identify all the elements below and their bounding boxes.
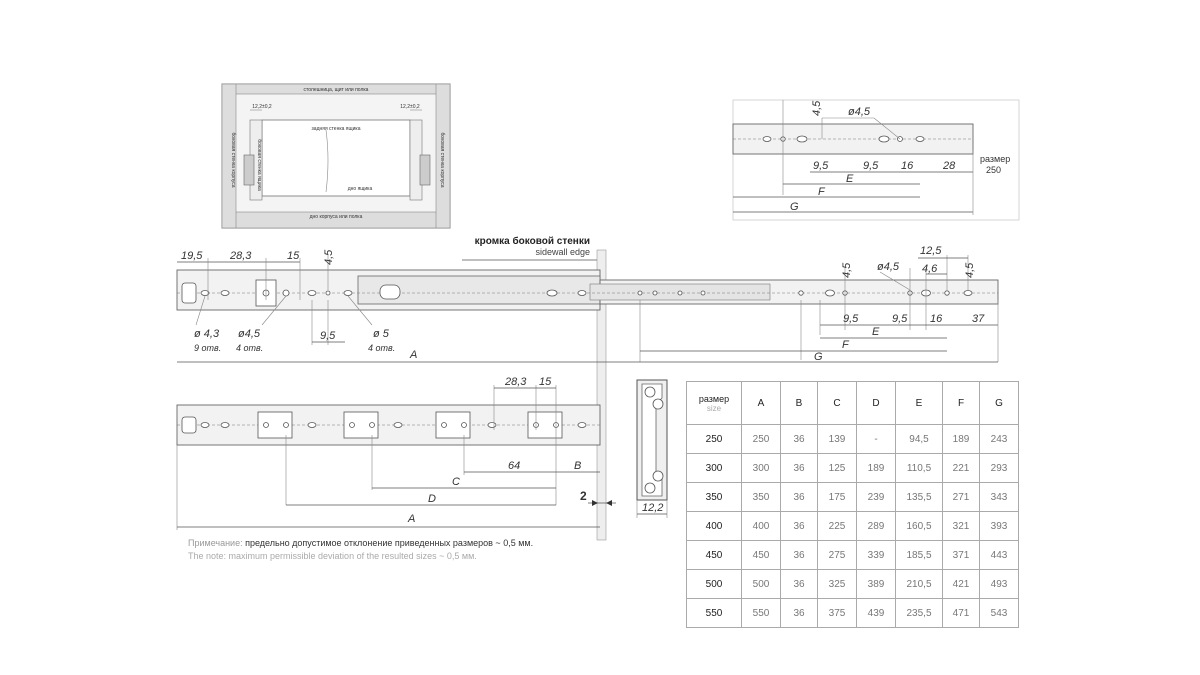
rail-bottom xyxy=(177,376,616,530)
table-cell: 36 xyxy=(781,425,818,454)
note-en: The note: maximum permissible deviation of the resulted sizes ~ 0,5 мм. xyxy=(188,551,477,561)
table-cell: 350 xyxy=(742,483,781,512)
size-cell: 450 xyxy=(687,541,742,570)
table-cell: 339 xyxy=(857,541,896,570)
inset-left-dim: 12,2±0,2 xyxy=(252,104,272,110)
size-cell: 300 xyxy=(687,454,742,483)
column-header: B xyxy=(781,382,818,425)
table-row xyxy=(687,570,1019,599)
rail-bottom-dim-283: 28,3 xyxy=(505,376,527,388)
table-cell: 271 xyxy=(943,483,980,512)
inset-bottom-box-label: дно ящика xyxy=(347,186,373,192)
table-cell: 210,5 xyxy=(896,570,943,599)
table-cell: 343 xyxy=(980,483,1019,512)
inset-bottom-label: дно корпуса или полка xyxy=(309,214,363,220)
detail-hole xyxy=(763,137,771,142)
detail-letter-e: E xyxy=(846,173,854,185)
detail-size-label: размер xyxy=(980,154,1011,164)
hole-d5: ø 5 xyxy=(373,328,389,340)
table-row xyxy=(687,454,1019,483)
rail-right-letter-g: G xyxy=(814,351,823,363)
column-header: F xyxy=(943,382,980,425)
rail-bottom-letter-c: C xyxy=(452,476,460,488)
table-cell: 550 xyxy=(742,599,781,628)
rail-bottom-dim-64: 64 xyxy=(508,460,521,472)
table-cell: 471 xyxy=(943,599,980,628)
detail-letter-g: G xyxy=(790,201,799,213)
table-cell: 36 xyxy=(781,599,818,628)
rail-right-dim-95b: 9,5 xyxy=(892,313,908,325)
table-row xyxy=(687,425,1019,454)
size-table xyxy=(686,381,1019,628)
inset-right-wall-label: боковая стенка корпуса xyxy=(439,132,445,188)
inset-side-label: боковая стенка ящика xyxy=(256,139,262,191)
sidewall-edge-ru: кромка боковой стенки xyxy=(474,236,590,247)
table-row xyxy=(687,599,1019,628)
profile-view xyxy=(637,380,667,518)
table-cell: 139 xyxy=(818,425,857,454)
column-header: G xyxy=(980,382,1019,425)
rail-right-letter-f: F xyxy=(842,339,849,351)
note-ru-text: предельно допустимое отклонение приведенных размеров ~ 0,5 мм. xyxy=(245,538,534,548)
inset-back-label: задняя стенка ящика xyxy=(311,126,361,132)
detail-dim-16: 16 xyxy=(901,160,914,172)
table-cell: 189 xyxy=(943,425,980,454)
rail-right-dim-125: 12,5 xyxy=(920,245,942,257)
size-cell: 250 xyxy=(687,425,742,454)
table-cell: 400 xyxy=(742,512,781,541)
hole-n4b: 4 отв. xyxy=(368,343,396,353)
table-cell: 393 xyxy=(980,512,1019,541)
table-cell: 225 xyxy=(818,512,857,541)
sidewall-edge-en: sidewall edge xyxy=(535,247,590,257)
table-cell: 94,5 xyxy=(896,425,943,454)
note-ru-label: Примечание: xyxy=(188,538,243,548)
table-cell: 543 xyxy=(980,599,1019,628)
rail-right-dim-16: 16 xyxy=(930,313,943,325)
table-cell: 250 xyxy=(742,425,781,454)
profile-dim: 12,2 xyxy=(642,502,664,514)
detail-dim-45: 4,5 xyxy=(811,100,823,116)
detail-hole xyxy=(879,136,889,142)
table-cell: 443 xyxy=(980,541,1019,570)
column-header: C xyxy=(818,382,857,425)
column-header: E xyxy=(896,382,943,425)
hole-n9: 9 отв. xyxy=(194,343,222,353)
table-cell: 375 xyxy=(818,599,857,628)
rail-top xyxy=(177,245,998,363)
rail-bottom-letter-b: B xyxy=(574,460,582,472)
table-cell: 243 xyxy=(980,425,1019,454)
table-cell: - xyxy=(857,425,896,454)
table-row xyxy=(687,512,1019,541)
rail-right-dim-45b: 4,5 xyxy=(964,262,976,278)
detail-dim-95b: 9,5 xyxy=(863,160,879,172)
table-cell: 325 xyxy=(818,570,857,599)
rail-dim-95: 9,5 xyxy=(320,330,336,342)
inset-right-dim: 12,2±0,2 xyxy=(400,104,420,110)
size-header-sub: size xyxy=(706,403,722,413)
detail-size-value: 250 xyxy=(986,165,1002,175)
table-cell: 36 xyxy=(781,483,818,512)
table-cell: 321 xyxy=(943,512,980,541)
hole-n4a: 4 отв. xyxy=(236,343,264,353)
size-header-label: размер xyxy=(698,393,730,404)
table-row xyxy=(687,541,1019,570)
hole-d45: ø4,5 xyxy=(238,328,261,340)
table-cell: 125 xyxy=(818,454,857,483)
column-header: A xyxy=(742,382,781,425)
rail-bottom-letter-d: D xyxy=(428,493,436,505)
inset-left-wall-label: боковая стенка корпуса xyxy=(230,132,236,188)
size-cell: 350 xyxy=(687,483,742,512)
table-cell: 275 xyxy=(818,541,857,570)
table-cell: 493 xyxy=(980,570,1019,599)
rail-right-dim-45a: 4,5 xyxy=(841,262,853,278)
detail-letter-f: F xyxy=(818,186,825,198)
table-cell: 371 xyxy=(943,541,980,570)
rail-bottom-letter-a: A xyxy=(408,513,416,525)
table-cell: 36 xyxy=(781,512,818,541)
table-cell: 293 xyxy=(980,454,1019,483)
size-cell: 500 xyxy=(687,570,742,599)
rail-bottom-dim-15: 15 xyxy=(539,376,552,388)
detail-dim-d45: ø4,5 xyxy=(848,106,871,118)
table-cell: 36 xyxy=(781,541,818,570)
table-row xyxy=(687,483,1019,512)
table-cell: 189 xyxy=(857,454,896,483)
table-cell: 421 xyxy=(943,570,980,599)
size-header-cell xyxy=(687,382,742,425)
rail-right-dim-d45: ø4,5 xyxy=(877,261,900,273)
rail-dim-45: 4,5 xyxy=(323,249,335,265)
table-cell: 239 xyxy=(857,483,896,512)
note-ru xyxy=(188,538,533,548)
detail-hole xyxy=(916,137,924,142)
rail-dim-283: 28,3 xyxy=(230,250,252,262)
table-cell: 36 xyxy=(781,454,818,483)
size-table-header xyxy=(687,382,1019,425)
inset-cross-section xyxy=(222,84,450,228)
table-cell: 135,5 xyxy=(896,483,943,512)
hole-d43: ø 4,3 xyxy=(194,328,220,340)
detail-top-right xyxy=(733,100,1019,220)
inset-top-label: столешница, щит или полка xyxy=(303,87,369,93)
table-cell: 221 xyxy=(943,454,980,483)
table-cell: 110,5 xyxy=(896,454,943,483)
table-cell: 185,5 xyxy=(896,541,943,570)
size-cell: 400 xyxy=(687,512,742,541)
rail-right-dim-46: 4,6 xyxy=(922,263,938,275)
rail-letter-a: A xyxy=(410,349,418,361)
column-header: D xyxy=(857,382,896,425)
rail-right-dim-37: 37 xyxy=(972,313,985,325)
rail-dim-195: 19,5 xyxy=(181,250,203,262)
rail-bottom-dim-2: 2 xyxy=(580,489,587,503)
table-cell: 300 xyxy=(742,454,781,483)
rail-right-letter-e: E xyxy=(872,326,880,338)
rail-dim-15: 15 xyxy=(287,250,300,262)
table-cell: 439 xyxy=(857,599,896,628)
table-cell: 36 xyxy=(781,570,818,599)
size-cell: 550 xyxy=(687,599,742,628)
rail-right-dim-95a: 9,5 xyxy=(843,313,859,325)
table-cell: 160,5 xyxy=(896,512,943,541)
table-cell: 175 xyxy=(818,483,857,512)
detail-dim-28: 28 xyxy=(943,160,956,172)
table-cell: 289 xyxy=(857,512,896,541)
detail-dim-95a: 9,5 xyxy=(813,160,829,172)
table-cell: 389 xyxy=(857,570,896,599)
sidewall-edge-label xyxy=(468,236,590,257)
detail-hole xyxy=(797,136,807,142)
table-cell: 500 xyxy=(742,570,781,599)
table-cell: 450 xyxy=(742,541,781,570)
table-cell: 235,5 xyxy=(896,599,943,628)
